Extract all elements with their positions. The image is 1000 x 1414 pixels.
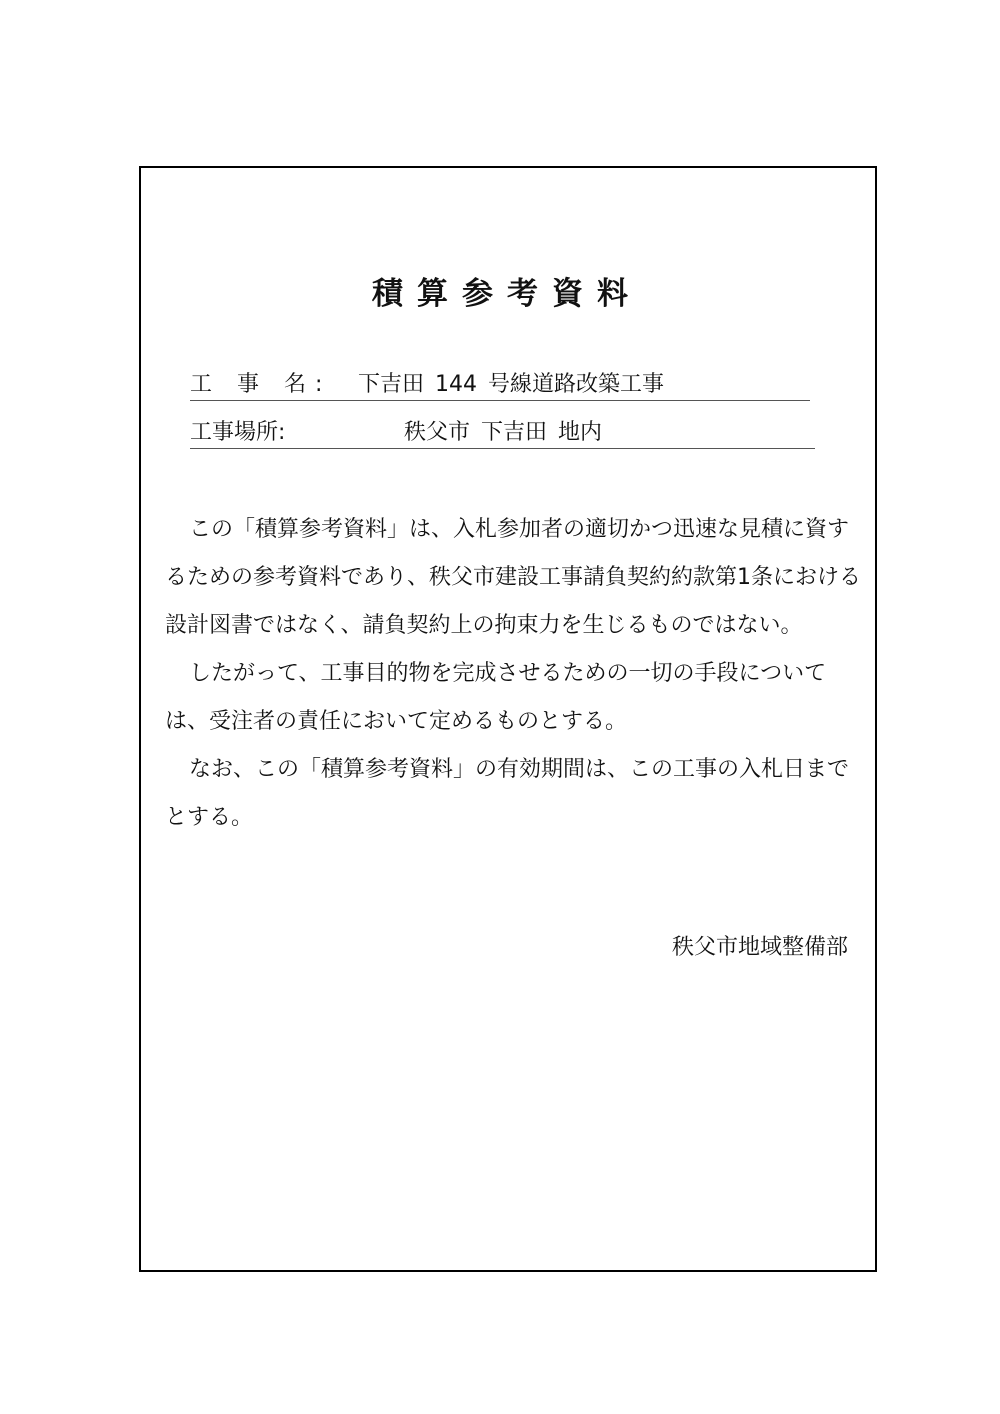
construction-name-label: 工 事 名: bbox=[190, 372, 332, 397]
construction-place-row bbox=[190, 418, 815, 449]
construction-place-value: 秩父市 下吉田 地内 bbox=[404, 420, 602, 445]
construction-name-value: 下吉田 144 号線道路改築工事 bbox=[358, 372, 664, 397]
document-title: 積算参考資料 bbox=[372, 276, 642, 312]
construction-name-row bbox=[190, 370, 810, 401]
issuing-department: 秩父市地域整備部 bbox=[671, 935, 848, 960]
construction-place-label: 工事場所: bbox=[190, 420, 286, 445]
paragraph-responsibility: したがって、工事目的物を完成させるための一切の手段については、受注者の責任において定めるものとする。 bbox=[165, 661, 827, 734]
body-text bbox=[165, 506, 865, 842]
paragraph-validity: なお、この「積算参考資料」の有効期間は、この工事の入札日までとする。 bbox=[165, 757, 850, 830]
paragraph-disclaimer: この「積算参考資料」は、入札参加者の適切かつ迅速な見積に資するための参考資料であり、秩父市建設工事請負契約約款第1条における設計図書ではなく、請負契約上の拘束力を生じるものではない。 bbox=[165, 517, 861, 638]
